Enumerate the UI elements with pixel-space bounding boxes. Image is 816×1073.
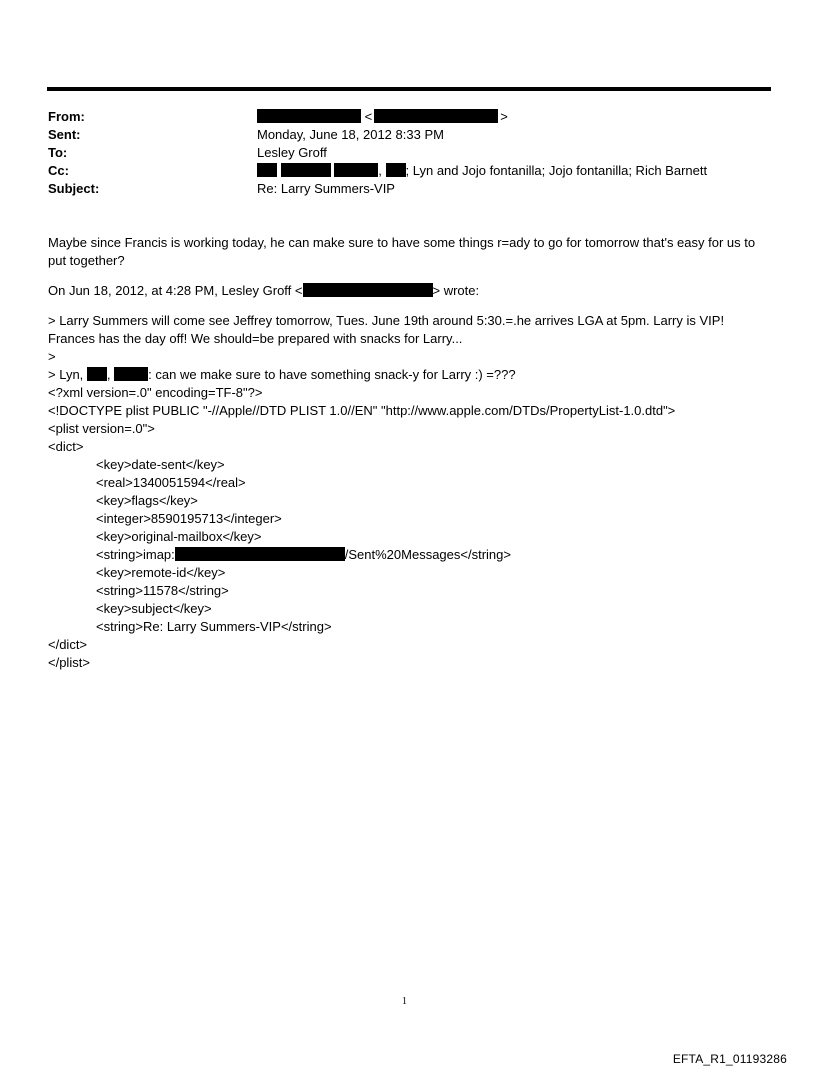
redaction-block <box>374 109 498 123</box>
xml-line: </dict> <box>48 637 88 652</box>
xml-line: <string>Re: Larry Summers-VIP</string> <box>96 619 332 634</box>
redaction-block <box>114 367 148 381</box>
xml-line: <plist version=.0"> <box>48 421 155 436</box>
document-id: EFTA_R1_01193286 <box>672 1052 787 1066</box>
subject-value: Re: Larry Summers-VIP <box>257 181 395 196</box>
to-value: Lesley Groff <box>257 145 327 160</box>
cc-recipients: ; Lyn and Jojo fontanilla; Jojo fontanilla; Rich Barnett <box>405 163 708 178</box>
quoted-paragraph: > Larry Summers will come see Jeffrey tomorrow, Tues. June 19th around 5:30.=.he arrives LGA at 5pm. Larry is VIP! Frances has the day off! We should=be prepared with snacks for Larry... <box>48 313 725 346</box>
xml-line: <?xml version=.0" encoding=TF-8"?> <box>48 385 263 400</box>
subject-label: Subject: <box>48 181 100 196</box>
subject-row <box>48 180 707 198</box>
quote-intro: On Jun 18, 2012, at 4:28 PM, Lesley Groff < > wrote: <box>48 283 480 298</box>
cc-value: , ; Lyn and Jojo fontanilla; Jojo fontanilla; Rich Barnett <box>257 162 707 180</box>
xml-line: <string>11578</string> <box>96 583 229 598</box>
email-body <box>48 234 772 672</box>
email-header <box>48 108 707 198</box>
header-rule <box>47 87 771 91</box>
redaction-block <box>175 547 345 561</box>
xml-line: </plist> <box>48 655 90 670</box>
xml-line: <key>remote-id</key> <box>96 565 226 580</box>
quoted-line: > Lyn, , : can we make sure to have something snack-y for Larry :) =??? <box>48 367 516 382</box>
to-row <box>48 144 707 162</box>
cc-row <box>48 162 707 180</box>
xml-line: <integer>8590195713</integer> <box>96 511 282 526</box>
plist-block <box>48 384 772 672</box>
redaction-block <box>257 163 277 177</box>
redaction-block <box>281 163 331 177</box>
redaction-block <box>303 283 433 297</box>
page-number: 1 <box>402 996 407 1007</box>
xml-line: <key>original-mailbox</key> <box>96 529 262 544</box>
to-label: To: <box>48 145 68 160</box>
xml-line: <key>subject</key> <box>96 601 212 616</box>
xml-line: <string>imap: /Sent%20Messages</string> <box>96 547 511 562</box>
reply-paragraph: Maybe since Francis is working today, he can make sure to have some things r=ady to go for tomorrow that's easy for us to put together? <box>48 235 756 268</box>
redaction-block <box>257 109 361 123</box>
redaction-block <box>334 163 378 177</box>
redaction-block <box>386 163 406 177</box>
from-row <box>48 108 707 126</box>
quoted-line: > <box>48 349 56 364</box>
xml-line: <dict> <box>48 439 84 454</box>
sent-value: Monday, June 18, 2012 8:33 PM <box>257 127 444 142</box>
from-label: From: <box>48 109 85 124</box>
sent-label: Sent: <box>48 127 81 142</box>
from-value: < > <box>257 108 508 126</box>
xml-line: <key>flags</key> <box>96 493 198 508</box>
quoted-message <box>48 312 772 384</box>
xml-line: <!DOCTYPE plist PUBLIC "-//Apple//DTD PLIST 1.0//EN" "http://www.apple.com/DTDs/PropertyList-1.0.dtd"> <box>48 403 676 418</box>
xml-line: <real>1340051594</real> <box>96 475 246 490</box>
sent-row <box>48 126 707 144</box>
cc-label: Cc: <box>48 163 69 178</box>
xml-line: <key>date-sent</key> <box>96 457 225 472</box>
redaction-block <box>87 367 107 381</box>
